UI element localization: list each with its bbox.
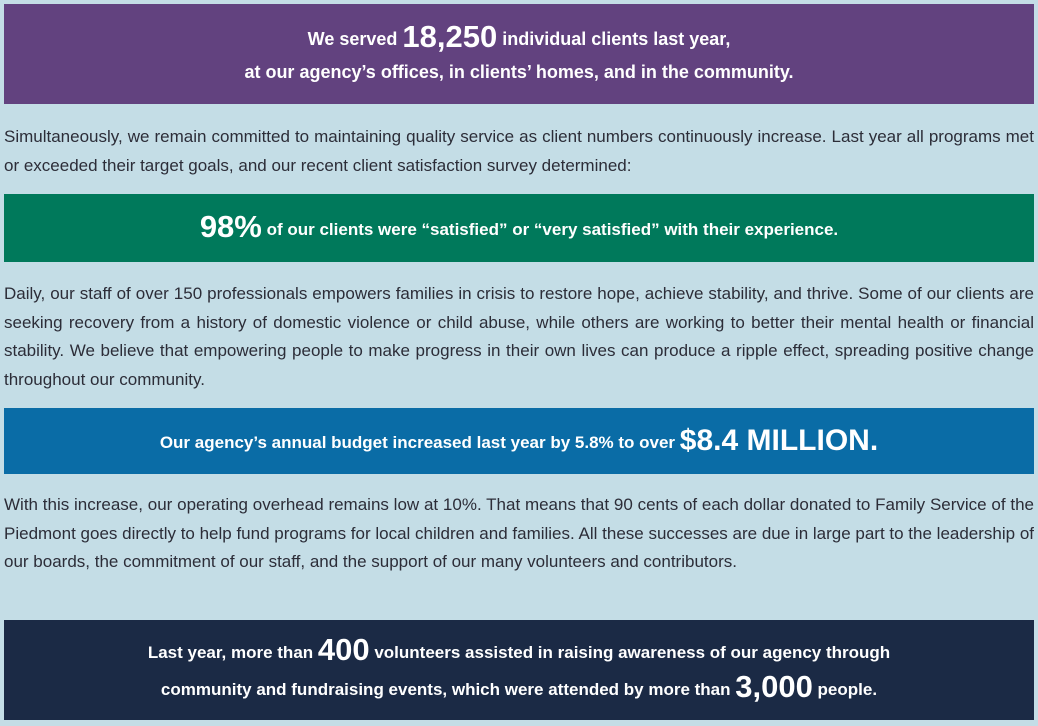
budget-line bbox=[160, 424, 878, 459]
clients-served-line-1 bbox=[308, 20, 731, 56]
clients-served-post: individual clients last year, bbox=[497, 28, 731, 49]
volunteers-line-1 bbox=[148, 633, 890, 670]
satisfaction-post: of our clients were “satisfied” or “very satisfied” with their experience. bbox=[261, 220, 839, 239]
attendees-number: 3,000 bbox=[735, 669, 813, 704]
satisfaction-line bbox=[200, 210, 838, 246]
volunteers-number: 400 bbox=[317, 632, 370, 667]
clients-served-pre: We served bbox=[307, 28, 403, 49]
satisfaction-number: 98% bbox=[199, 209, 262, 244]
budget-number: $8.4 MILLION. bbox=[679, 423, 879, 457]
clients-served-line-2: at our agency’s offices, in clients’ homes, and in the community. bbox=[244, 61, 794, 82]
budget-banner bbox=[4, 408, 1034, 474]
volunteers-pre: Last year, more than bbox=[147, 643, 318, 662]
volunteers-mid: volunteers assisted in raising awareness of our agency through bbox=[369, 643, 891, 662]
events-pre: community and fundraising events, which were attended by more than bbox=[160, 680, 736, 699]
paragraph-staff: Daily, our staff of over 150 professionals empowers families in crisis to restore hope, achieve stability, and thrive. Some of our clients are seeking recovery from a history of domestic violence or child abuse, while others are working to better their mental health or financial stability. We believe that empowering people to make progress in their own lives can produce a ripple effect, spreading positive change throughout our community. bbox=[4, 284, 1034, 389]
clients-served-number: 18,250 bbox=[402, 18, 498, 54]
events-post: people. bbox=[812, 680, 878, 699]
volunteers-line-2 bbox=[161, 670, 877, 707]
paragraph-quality-service: Simultaneously, we remain committed to maintaining quality service as client numbers continuously increase. Last year all programs met or exceeded their target goals, and our recent client satisfaction survey determined: bbox=[4, 127, 1034, 175]
satisfaction-banner bbox=[4, 194, 1034, 262]
volunteers-banner bbox=[4, 620, 1034, 720]
clients-served-banner bbox=[4, 4, 1034, 104]
budget-pre: Our agency’s annual budget increased last year by 5.8% to over bbox=[159, 432, 680, 452]
paragraph-overhead: With this increase, our operating overhead remains low at 10%. That means that 90 cents of each dollar donated to Family Service of the Piedmont goes directly to help fund programs for local children and families. All these successes are due in large part to the leadership of our boards, the commitment of our staff, and the support of our many volunteers and contributors. bbox=[4, 495, 1035, 572]
